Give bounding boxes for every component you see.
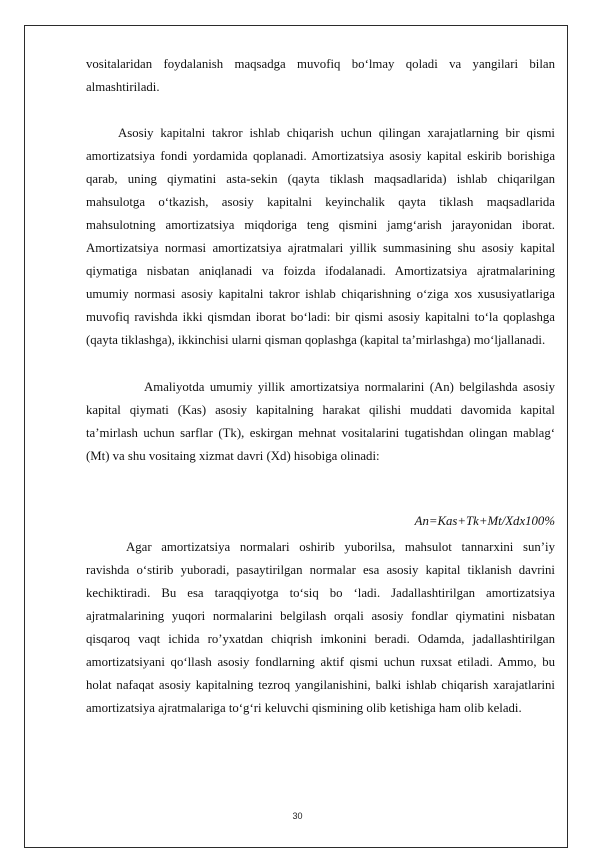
paragraph-1: vositalaridan foydalanish maqsadga muvofiq bo‘lmay qoladi va yangilari bilan almashtiriladi. xyxy=(86,57,555,94)
paragraph-2: Asosiy kapitalni takror ishlab chiqarish uchun qilingan xarajatlarning bir qismi amortizatsiya fondi yordamida qoplanadi. Amortizatsiya asosiy kapital eskirib borishiga qarab, uning qiymatini asta-sekin (qayta tiklash maqsadlarida) ishlab chiqarilgan mahsulotga o‘tkazish, asosiy kapitalni keyinchalik qayta tiklash maqsadlarida mahsulotning amortizatsiya miqdoriga teng qismini jamg‘arish jarayonidan iborat. Amortizatsiya normasi amortizatsiya ajratmalari yillik summasining shu asosiy kapital qiymatiga nisbatan aniqlanadi va foizda ifodalanadi. Amortizatsiya ajratmalarining umumiy normasi asosiy kapitalni takror ishlab chiqarishning o‘ziga xos xususiyatlariga muvofiq ravishda ikki qismdan iborat bo‘ladi: bir qismi asosiy kapitalni to‘la qoplashga (qayta tiklashga), ikkinchisi ularni qisman qoplashga (kapital ta’mirlashga) mo‘ljallanadi. xyxy=(86,126,555,347)
amortization-formula: An=Kas+Tk+Mt/Xdx100% xyxy=(414,514,555,528)
paragraph-4: Agar amortizatsiya normalari oshirib yuborilsa, mahsulot tannarxini sun’iy ravishda o‘stirib yuboradi, pasaytirilgan normalar esa asosiy kapital tiklanish davrini kechiktiradi. Bu esa taraqqiyotga to‘siq bo ‘ladi. Jadallashtirilgan amortizatsiya ajratmalarining yuqori normalarini belgilash orqali asosiy fondlar qiymatini nisbatan qisqaroq vaqt ichida ro’yxatdan chiqrish imkonini beradi. Odamda, jadallashtirilgan amortizatsiyani qo‘llash asosiy fondlarning aktif qismi uchun ruxsat etiladi. Ammo, bu holat nafaqat asosiy kapitalning tezroq yangilanishini, balki ishlab chiqarish xarajatlarini amortizatsiya ajratmalariga to‘g‘ri keluvchi qismining olib ketishiga ham olib keladi. xyxy=(86,540,555,715)
page-number: 30 xyxy=(292,811,303,821)
paragraph-3: Amaliyotda umumiy yillik amortizatsiya normalarini (An) belgilashda asosiy kapital qiymati (Kas) asosiy kapitalning harakat qilishi muddati davomida kapital ta’mirlash uchun sarflar (Tk), eskirgan mehnat vositalarini tugatishdan olingan mablag‘ (Mt) va shu vositaing xizmat davri (Xd) hisobiga olinadi: xyxy=(86,380,555,463)
